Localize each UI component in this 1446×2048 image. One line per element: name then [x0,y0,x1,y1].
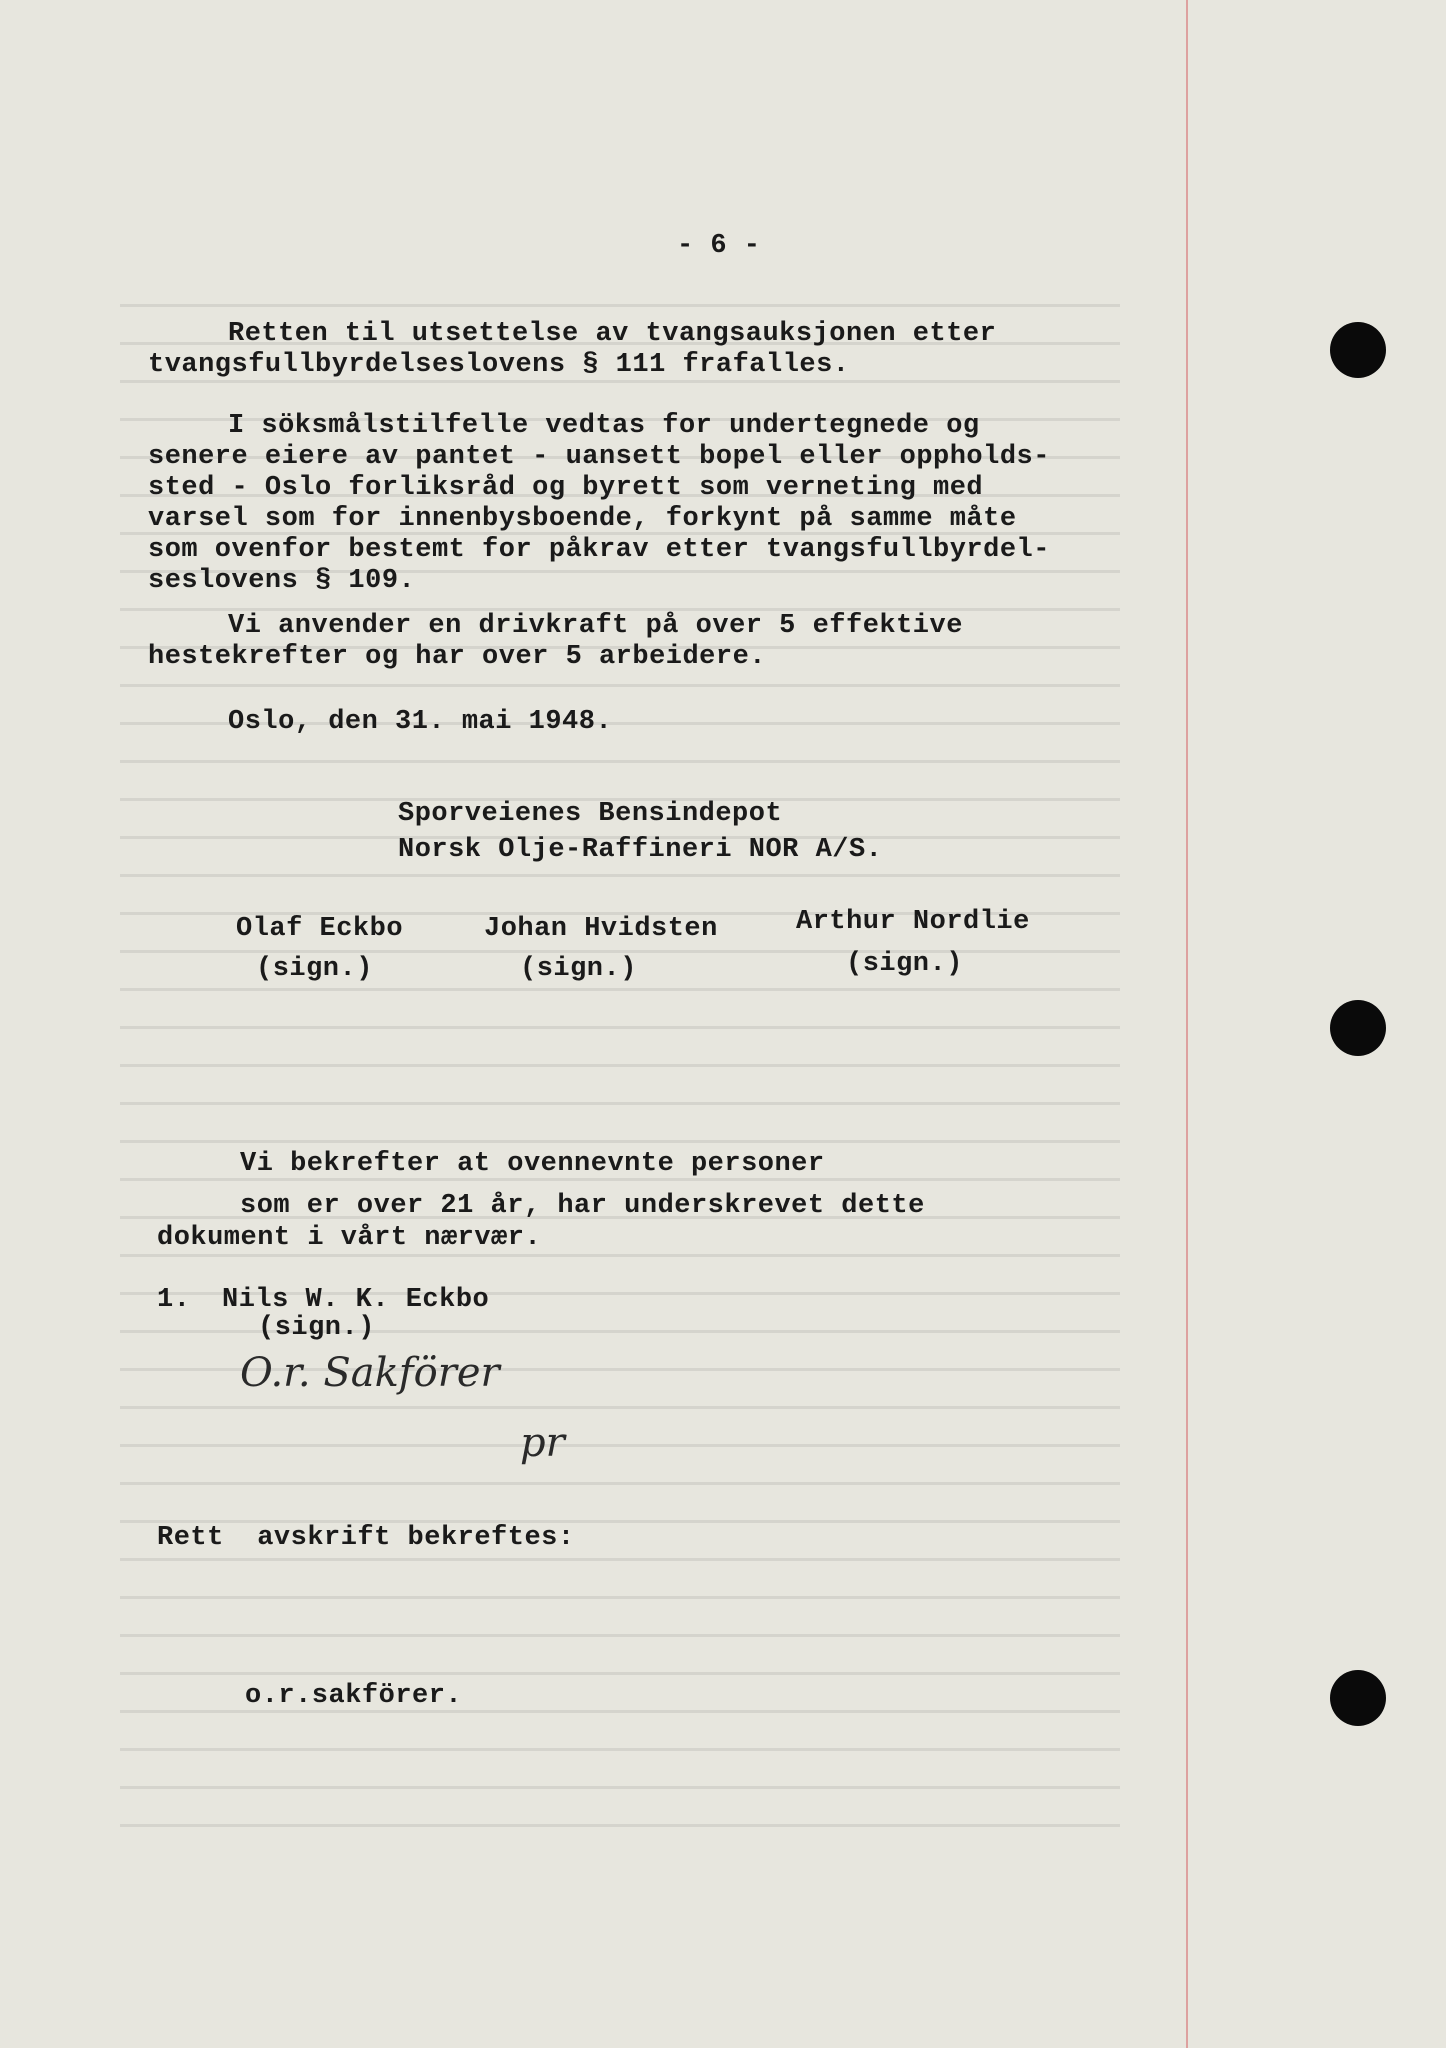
witness-name: Nils W. K. Eckbo [222,1285,490,1315]
page-number: - 6 - [677,231,761,261]
witness-number: 1. [157,1285,191,1315]
signatory-sign: (sign.) [256,954,373,984]
paragraph-line: seslovens § 109. [148,566,416,596]
place-date: Oslo, den 31. mai 1948. [228,707,613,737]
handwritten-title: O.r. Sakförer [240,1350,500,1396]
witness-sign: (sign.) [258,1313,375,1343]
signatory-name: Olaf Eckbo [236,914,404,944]
signatory-name: Arthur Nordlie [796,907,1030,937]
witness-statement-line: som er over 21 år, har underskrevet dette [240,1191,925,1221]
paragraph-line: Vi anvender en drivkraft på over 5 effektive [228,611,963,641]
paragraph-line: tvangsfullbyrdelseslovens § 111 frafalles. [148,350,850,380]
punch-hole [1330,1000,1386,1056]
paragraph-line: sted - Oslo forliksråd og byrett som verneting med [148,473,984,503]
paragraph-line: I söksmålstilfelle vedtas for undertegnede og [228,411,980,441]
paragraph-line: hestekrefter og har over 5 arbeidere. [148,642,766,672]
paragraph-line: Retten til utsettelse av tvangsauksjonen etter [228,319,997,349]
handwritten-initials: pr [520,1420,565,1466]
punch-hole [1330,322,1386,378]
signatory-sign: (sign.) [520,954,637,984]
paragraph-line: varsel som for innenbysboende, forkynt på samme måte [148,504,1017,534]
company-line: Sporveienes Bensindepot [398,799,783,829]
witness-statement-line: dokument i vårt nærvær. [157,1223,542,1253]
closing-title: o.r.sakförer. [245,1681,463,1711]
paragraph-line: som ovenfor bestemt for påkrav etter tvangsfullbyrdel- [148,535,1050,565]
signatory-name: Johan Hvidsten [484,914,718,944]
witness-statement-line: Vi bekrefter at ovennevnte personer [240,1149,825,1179]
paragraph-line: senere eiere av pantet - uansett bopel eller oppholds- [148,442,1050,472]
company-line: Norsk Olje-Raffineri NOR A/S. [398,835,883,865]
certification-line: Rett avskrift bekreftes: [157,1523,575,1553]
signatory-sign: (sign.) [846,949,963,979]
margin-line [1186,0,1188,2048]
punch-hole [1330,1670,1386,1726]
